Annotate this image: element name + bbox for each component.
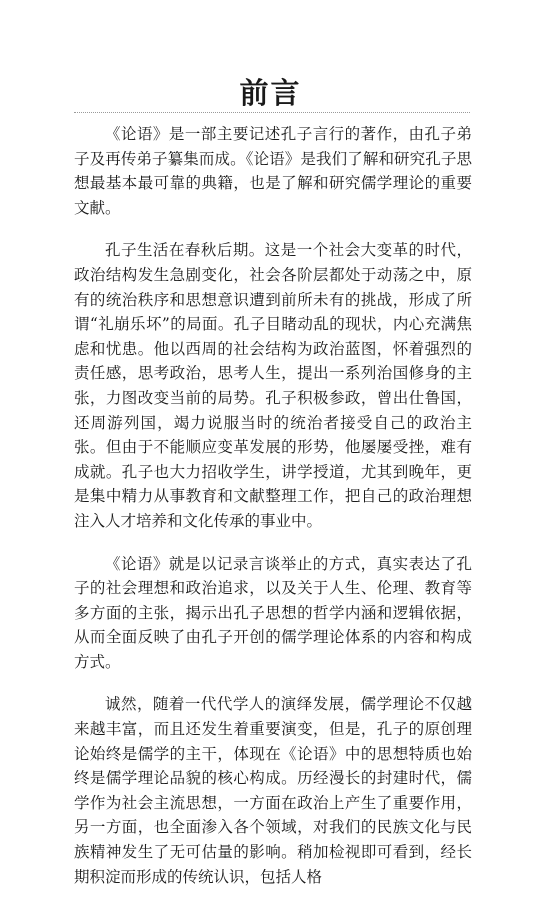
title-divider bbox=[74, 112, 470, 113]
paragraph-1: 《论语》是一部主要记述孔子言行的著作，由孔子弟子及再传弟子纂集而成。《论语》是我们了解和研究孔子思想最基本最可靠的典籍，也是了解和研究儒学理论的重要文献。 bbox=[74, 125, 472, 217]
page-title: 前言 bbox=[239, 76, 302, 110]
paragraph-3: 《论语》就是以记录言谈举止的方式，真实表达了孔子的社会理想和政治追求，以及关于人生、伦理、教育等多方面的主张，揭示出孔子思想的哲学内涵和逻辑依据，从而全面反映了由孔子开创的儒学理论体系的内容和构成方式。 bbox=[74, 554, 472, 671]
body-text bbox=[74, 122, 472, 907]
paragraph-4: 诚然，随着一代代学人的演绎发展，儒学理论不仅越来越丰富，而且还发生着重要演变，但是，孔子的原创理论始终是儒学的主干，体现在《论语》中的思想特质也始终是儒学理论品貌的核心构成。历经漫长的封建时代，儒学作为社会主流思想，一方面在政治上产生了重要作用，另一方面，也全面渗入各个领域，对我们的民族文化与民族精神发生了无可估量的影响。稍加检视即可看到，经长期积淀而形成的传统认识，包括人格 bbox=[74, 695, 472, 886]
paragraph-2: 孔子生活在春秋后期。这是一个社会大变革的时代，政治结构发生急剧变化，社会各阶层都处于动荡之中，原有的统治秩序和思想意识遭到前所未有的挑战，形成了所谓“礼崩乐坏”的局面。孔子目睹动乱的现状，内心充满焦虑和忧患。他以西周的社会结构为政治蓝图，怀着强烈的责任感，思考政治，思考人生，提出一系列治国修身的主张，力图改变当前的局势。孔子积极参政，曾出仕鲁国，还周游列国，竭力说服当时的统治者接受自己的政治主张。但由于不能顺应变革发展的形势，他屡屡受挫，难有成就。孔子也大力招收学生，讲学授道，尤其到晚年，更是集中精力从事教育和文献整理工作，把自己的政治理想注入人才培养和文化传承的事业中。 bbox=[74, 241, 472, 530]
